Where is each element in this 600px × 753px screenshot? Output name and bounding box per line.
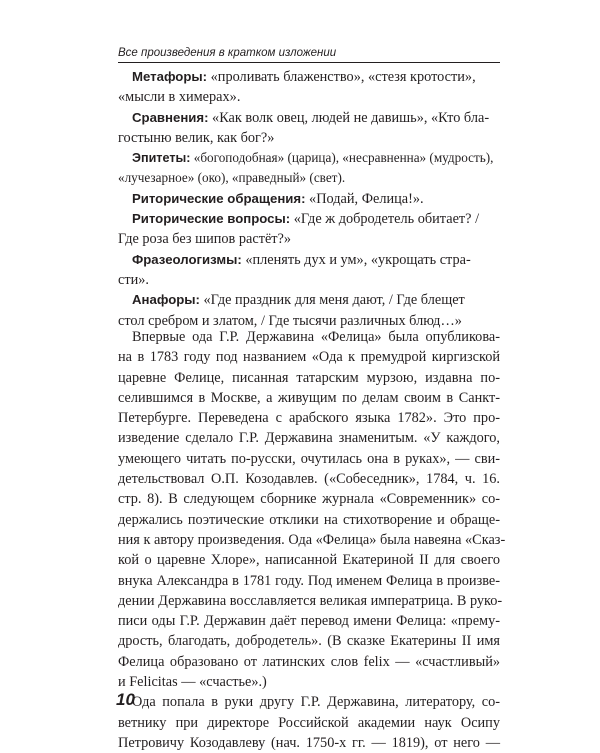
phraseologisms-text-2: сти». bbox=[118, 271, 149, 288]
metaphors-text-1: «проливать блаженство», «стезя кротости», bbox=[207, 69, 476, 85]
text-line: Фелица образовано от латинских слов felix — «счастливый» bbox=[118, 653, 500, 670]
paragraph-publication-history bbox=[118, 327, 506, 692]
text-line: царевне Фелице, писанная татарским мурзою, издавна по- bbox=[118, 369, 500, 386]
text-line: Петербурге. Переведена с арабского языка 1782». Это про- bbox=[118, 410, 500, 427]
comparisons-text-1: «Как волк овец, людей не давишь», «Кто бла- bbox=[208, 109, 490, 126]
anaphoras-text-1: «Где праздник для меня дают, / Где блещет bbox=[199, 292, 465, 309]
phraseologisms-entry bbox=[118, 250, 500, 291]
comparisons-term: Сравнения: bbox=[132, 109, 209, 125]
epithets-entry bbox=[118, 148, 500, 189]
rhetorical-questions-term: Риторические вопросы: bbox=[132, 211, 291, 227]
epithets-term: Эпитеты: bbox=[132, 151, 191, 166]
running-header: Все произведения в кратком изложении bbox=[118, 47, 500, 63]
text-line: кой о царевне Хлоре», написанной Екатериной II для своего bbox=[118, 552, 500, 569]
text-line: стр. 8). В следующем сборнике журнала «Современник» со- bbox=[118, 491, 500, 508]
text-line: Петровичу Козодавлеву (нач. 1750-х гг. — 1819), от него — bbox=[118, 734, 500, 751]
text-line: ветнику при директоре Российской академии наук Осипу bbox=[118, 714, 500, 731]
rhetorical-questions-entry bbox=[118, 209, 500, 250]
comparisons-entry bbox=[118, 108, 500, 149]
anaphoras-text-2: стол сребром и златом, / Где тысячи различных блюд…» bbox=[118, 312, 462, 329]
epithets-text-2: «лучезарное» (око), «праведный» (свет). bbox=[118, 170, 346, 186]
text-line: изведение сделало Г.Р. Державина знаменитым. «У каждого, bbox=[118, 430, 500, 447]
metaphors-text-2: «мысли в химерах». bbox=[118, 89, 241, 106]
anaphoras-term: Анафоры: bbox=[132, 292, 200, 308]
text-line: умеющего читать по-русски, очутилась она в руках», — сви- bbox=[118, 450, 500, 467]
text-line: писи оды Г.Р. Державин даёт перевод имени Фелица: «прему- bbox=[118, 613, 500, 630]
text-line: селившимся в Москве, а живущим по делам своим в Санкт- bbox=[118, 389, 500, 406]
text-line: Впервые ода Г.Р. Державина «Фелица» была опубликова- bbox=[132, 329, 500, 345]
text-line: дении Державина восславляется великая императрица. В руко- bbox=[118, 592, 503, 609]
rhetorical-appeals-text: «Подай, Фелица!». bbox=[305, 190, 424, 207]
page-number: 10 bbox=[116, 690, 135, 709]
phraseologisms-text-1: «пленять дух и ум», «укрощать стра- bbox=[241, 251, 471, 268]
comparisons-text-2: гостыню велик, как бог?» bbox=[118, 129, 275, 146]
text-line: на в 1783 году под названием «Ода к премудрой киргизской bbox=[118, 349, 500, 366]
metaphors-entry bbox=[118, 67, 500, 108]
text-line: держались поэтические отклики на стихотворение и обраще- bbox=[118, 511, 500, 528]
rhetorical-questions-text-1: «Где ж добродетель обитает? / bbox=[290, 211, 480, 228]
rhetorical-questions-text-2: Где роза без шипов растёт?» bbox=[118, 231, 292, 248]
text-line: детельствовал О.П. Козодавлев. («Собеседник», 1784, ч. 16. bbox=[118, 471, 500, 488]
stylistic-devices-list bbox=[118, 67, 500, 331]
rhetorical-appeals-entry bbox=[118, 189, 500, 209]
epithets-text-1: «богоподобная» (царица), «несравненна» (мудрость), bbox=[190, 150, 494, 166]
text-line: и Felicitas — «счастье».) bbox=[118, 674, 267, 691]
rhetorical-appeals-term: Риторические обращения: bbox=[132, 190, 306, 206]
text-line: Ода попала в руки другу Г.Р. Державина, литератору, со- bbox=[132, 694, 500, 711]
text-line: внука Александра в 1781 году. Под именем Фелица в произве- bbox=[118, 572, 500, 589]
paragraph-kozodavlev bbox=[118, 692, 500, 753]
phraseologisms-term: Фразеологизмы: bbox=[132, 251, 242, 267]
text-line: дрость, благодать, добродетель». (В сказке Екатерины II имя bbox=[118, 633, 500, 650]
text-line: ния к автору произведения. Ода «Фелица» была навеяна «Сказ- bbox=[118, 531, 506, 548]
anaphoras-entry bbox=[118, 290, 500, 331]
metaphors-term: Метафоры: bbox=[132, 69, 208, 84]
body-text bbox=[118, 327, 506, 753]
